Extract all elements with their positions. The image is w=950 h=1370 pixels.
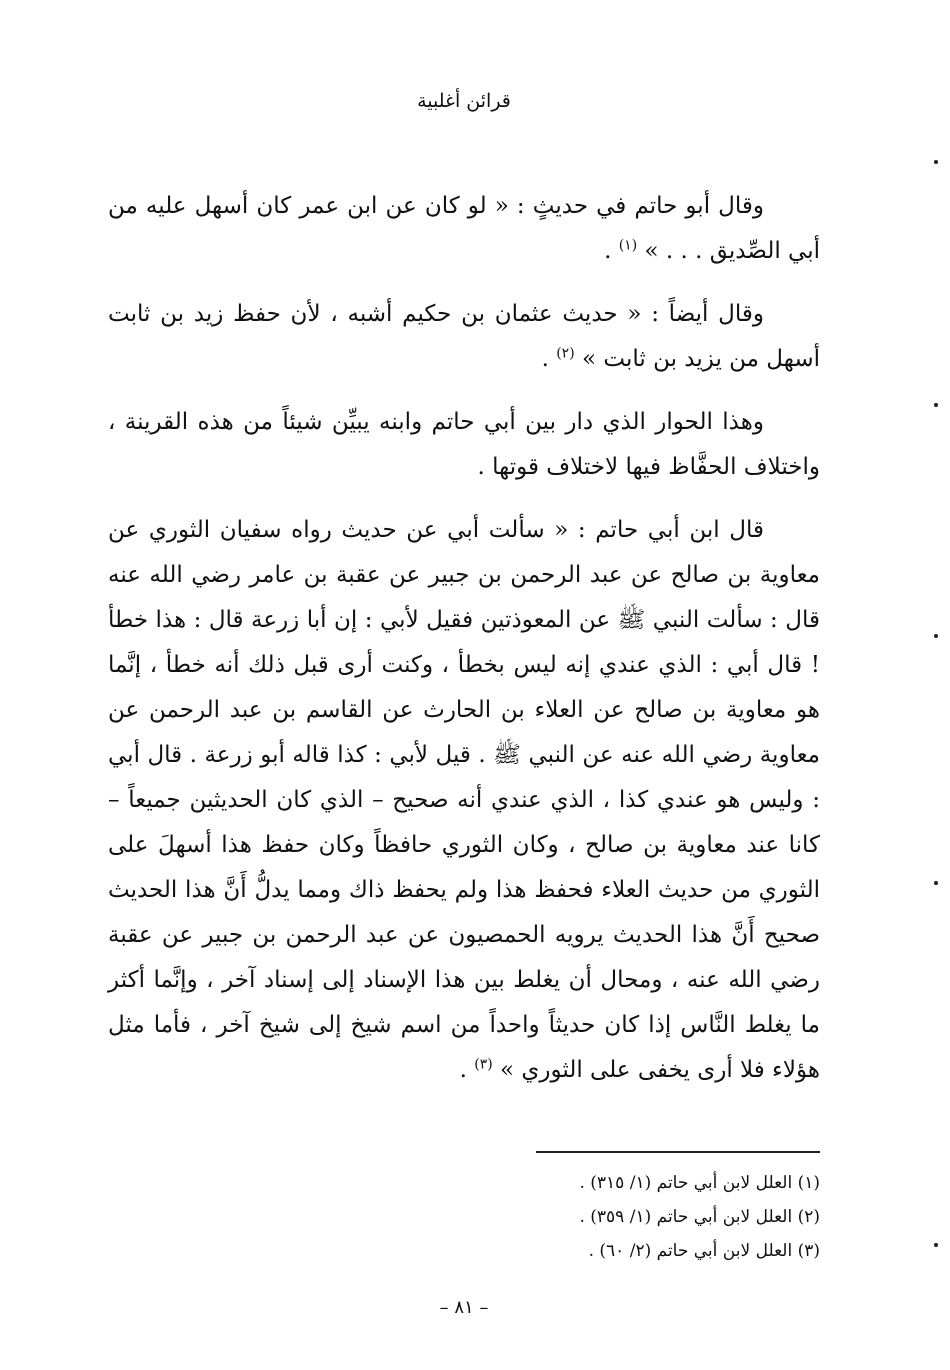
page-number: – ٨١ – <box>439 1297 489 1318</box>
paragraph-2 <box>108 292 820 382</box>
footnote-2: (٢) العلل لابن أبي حاتم (١/ ٣٥٩) . <box>579 1207 820 1227</box>
footnote-ref-1: (١) <box>618 237 638 254</box>
footnote-1: (١) العلل لابن أبي حاتم (١/ ٣١٥) . <box>579 1173 820 1193</box>
running-title: قرائن أغلبية <box>417 90 511 112</box>
paragraph-4-text: قال ابن أبي حاتم : « سألت أبي عن حديث رواه سفيان الثوري عن معاوية بن صالح عن عبد الرحمن بن جبير عن عقبة بن عامر رضي الله عنه قال : سألت النبي ﷺ عن المعوذتين فقيل لأبي : إن أبا زرعة قال : هذا خطأ ! قال أبي : الذي عندي إنه ليس بخطأ ، وكنت أرى قبل ذلك أنه خطأ ، إنَّما هو معاوية بن صالح عن العلاء بن الحارث عن القاسم بن عبد الرحمن عن معاوية رضي الله عنه عن النبي ﷺ . قيل لأبي : كذا قاله أبو زرعة . قال أبي : وليس هو عندي كذا ، الذي عندي أنه صحيح – الذي كان الحديثين جميعاً – كانا عند معاوية بن صالح ، وكان الثوري حافظاً وكان حفظ هذا أسهلَ على الثوري من حديث العلاء فحفظ هذا ولم يحفظ ذاك ومما يدلُّ أَنَّ هذا الحديث صحيح أَنَّ هذا الحديث يرويه الحمصيون عن عبد الرحمن بن جبير عن عقبة رضي الله عنه ، ومحال أن يغلط بين هذا الإسناد إلى إسناد آخر ، وإنَّما أكثر ما يغلط النَّاس إذا كان حديثاً واحداً من اسم شيخ إلى شيخ آخر ، فأما مثل هؤلاء فلا أرى يخفى على الثوري » <box>108 517 820 1083</box>
main-text <box>108 184 820 1111</box>
scan-mark <box>934 403 938 407</box>
footnote-ref-3: (٣) <box>474 1056 493 1073</box>
footnote-separator <box>536 1151 820 1153</box>
book-page <box>108 0 820 1370</box>
footnote-3: (٣) العلل لابن أبي حاتم (٢/ ٦٠) . <box>588 1241 820 1261</box>
scan-mark <box>934 634 938 638</box>
footnotes <box>108 1166 820 1268</box>
scan-mark <box>934 881 938 885</box>
paragraph-3 <box>108 400 820 490</box>
scan-mark <box>934 1243 938 1247</box>
paragraph-2-text: وقال أيضاً : « حديث عثمان بن حكيم أشبه ، لأن حفظ زيد بن ثابت أسهل من يزيد بن ثابت » <box>108 301 820 372</box>
paragraph-3-text: وهذا الحوار الذي دار بين أبي حاتم وابنه يبيِّن شيئاً من هذه القرينة ، واختلاف الحفَّاظ فيها لاختلاف قوتها . <box>108 409 820 480</box>
paragraph-1-end: . <box>604 238 619 264</box>
paragraph-4-end: . <box>459 1057 475 1083</box>
scan-mark <box>934 160 938 164</box>
paragraph-1 <box>108 184 820 274</box>
paragraph-1-text: وقال أبو حاتم في حديثٍ : « لو كان عن ابن عمر كان أسهل عليه من أبي الصِّديق . . . » <box>108 193 820 264</box>
footnote-ref-2: (٢) <box>556 345 575 362</box>
paragraph-2-end: . <box>541 346 557 372</box>
paragraph-4 <box>108 508 820 1093</box>
